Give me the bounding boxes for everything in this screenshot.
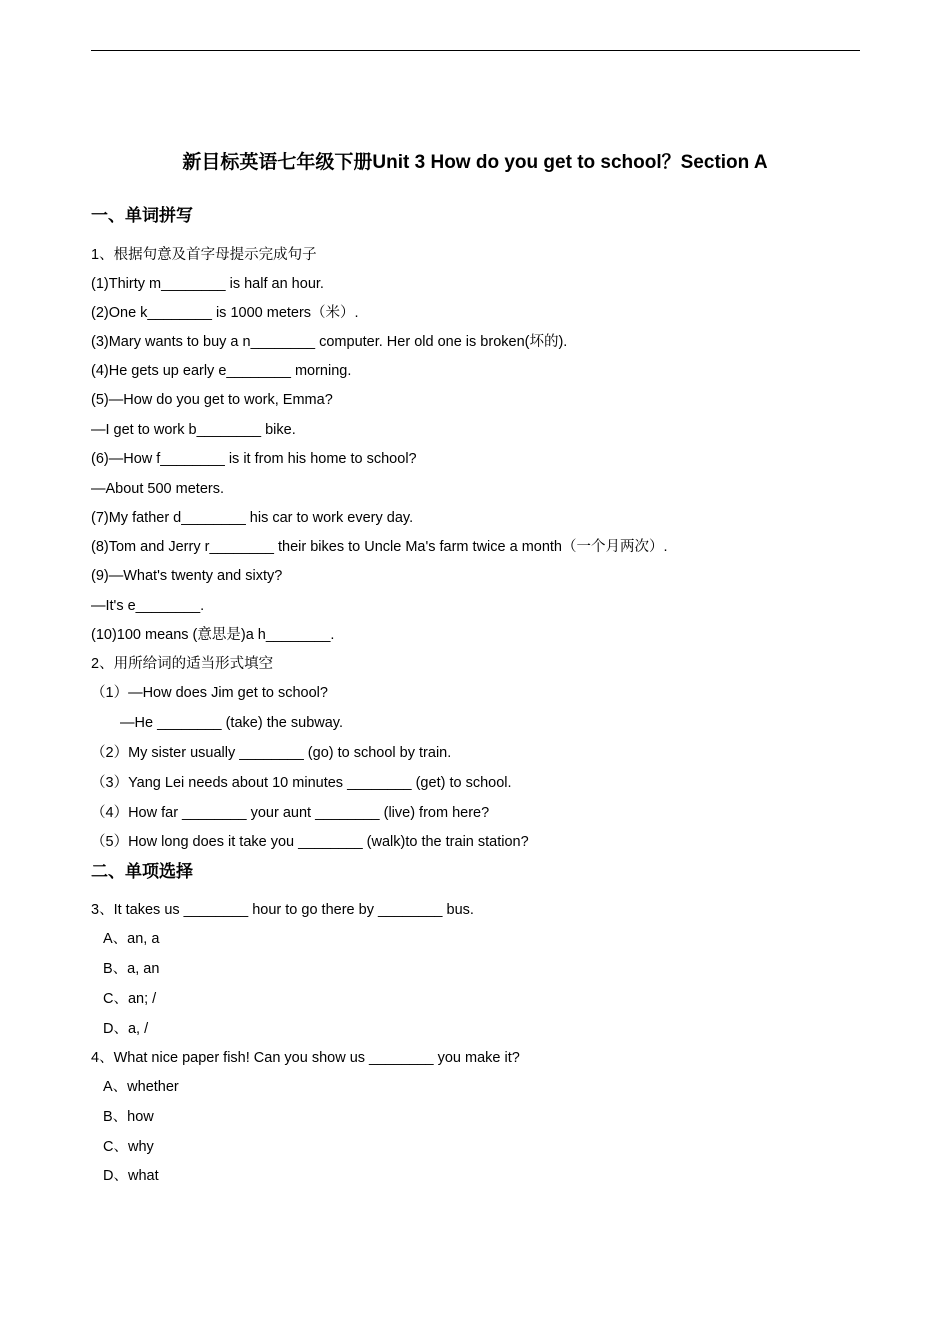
option-b: B、a, an — [103, 961, 160, 977]
question-line: —About 500 meters. — [91, 481, 224, 497]
question-line: （5）How long does it take you ________ (walk)to the train station? — [91, 834, 529, 850]
option-a: A、an, a — [103, 931, 160, 947]
question-line: (8)Tom and Jerry r________ their bikes to Uncle Ma's farm twice a month（一个月两次）. — [91, 539, 668, 555]
page-title: 新目标英语七年级下册Unit 3 How do you get to school？Section A — [182, 152, 768, 173]
question-line: (9)—What's twenty and sixty? — [91, 568, 283, 584]
question-line: （3）Yang Lei needs about 10 minutes ________ (get) to school. — [91, 775, 512, 791]
question-line: （2）My sister usually ________ (go) to school by train. — [91, 745, 452, 761]
option-c: C、an; / — [103, 991, 157, 1007]
header-rule — [91, 50, 860, 51]
option-b: B、how — [103, 1109, 154, 1125]
question-line: （1）—How does Jim get to school? — [91, 685, 328, 701]
question-3: 3、It takes us ________ hour to go there by ________ bus. — [91, 902, 474, 918]
section-heading-multiple-choice: 二、单项选择 — [91, 862, 193, 881]
question-line: (5)—How do you get to work, Emma? — [91, 392, 333, 408]
question-4: 4、What nice paper fish! Can you show us ________ you make it? — [91, 1050, 520, 1066]
question-line: —It's e________. — [91, 598, 205, 614]
question-line: (4)He gets up early e________ morning. — [91, 363, 352, 379]
option-c: C、why — [103, 1139, 154, 1155]
question-line: （4）How far ________ your aunt ________ (live) from here? — [91, 805, 490, 821]
question-line: —He ________ (take) the subway. — [91, 715, 344, 731]
question-2-instruction: 2、用所给词的适当形式填空 — [91, 656, 274, 672]
question-line: (1)Thirty m________ is half an hour. — [91, 276, 324, 292]
option-d: D、a, / — [103, 1021, 149, 1037]
option-a: A、whether — [103, 1079, 179, 1095]
question-line: (3)Mary wants to buy a n________ computer. Her old one is broken(坏的). — [91, 334, 568, 350]
question-line: (6)—How f________ is it from his home to school? — [91, 451, 417, 467]
section-heading-spelling: 一、单词拼写 — [91, 206, 193, 225]
question-line: —I get to work b________ bike. — [91, 422, 296, 438]
question-line: (7)My father d________ his car to work every day. — [91, 510, 414, 526]
question-1-instruction: 1、根据句意及首字母提示完成句子 — [91, 247, 317, 263]
option-d: D、what — [103, 1168, 159, 1184]
question-line: (10)100 means (意思是)a h________. — [91, 627, 335, 643]
question-line: (2)One k________ is 1000 meters（米）. — [91, 305, 359, 321]
